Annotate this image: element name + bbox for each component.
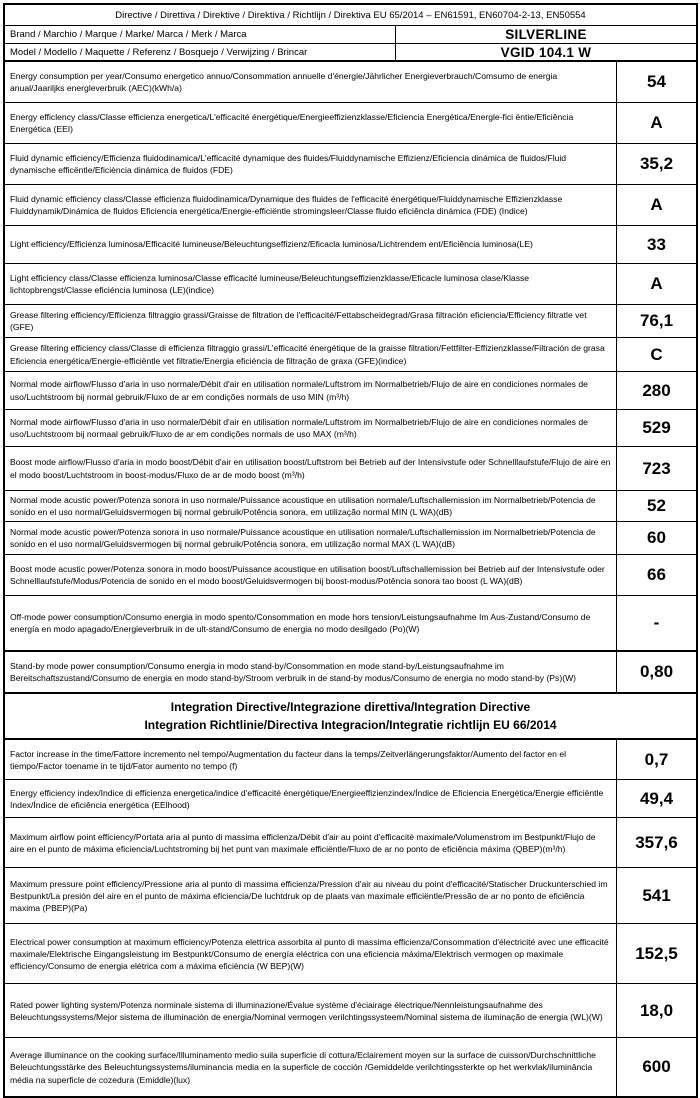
spec-value-text: 152,5 bbox=[635, 943, 678, 963]
spec-value bbox=[616, 447, 696, 490]
spec-value-text: 0,80 bbox=[639, 662, 674, 682]
table-row bbox=[5, 780, 696, 818]
table-row bbox=[5, 264, 696, 305]
spec-label bbox=[5, 62, 616, 102]
spec-value-text: 76,1 bbox=[639, 311, 674, 330]
table-row bbox=[5, 652, 696, 694]
spec-value bbox=[616, 144, 696, 184]
spec-value-text: 54 bbox=[647, 72, 666, 91]
spec-label bbox=[5, 1038, 616, 1096]
model-row bbox=[5, 44, 696, 62]
spec-value-text: 18,0 bbox=[639, 1000, 674, 1020]
spec-value bbox=[616, 596, 696, 650]
spec-value-text: 35,2 bbox=[639, 154, 674, 173]
integration-directive-line1: Integration Directive/Integrazione direttiva/Integration Directive bbox=[170, 700, 531, 715]
spec-value bbox=[616, 226, 696, 263]
table-row bbox=[5, 818, 696, 868]
spec-label-text: Light efficiency class/Classe efficienza luminosa/Classe efficacité lumineuse/Beleuchtungseffizienzklasse/Eficacle luminosa clase/Klasse lichtopbrengst/Classe eficiéncia luminosa (LE)(indice) bbox=[10, 272, 530, 295]
spec-value bbox=[616, 305, 696, 337]
table-row bbox=[5, 1038, 696, 1096]
spec-value-text: 357,6 bbox=[635, 832, 678, 852]
spec-value-text: 600 bbox=[642, 1057, 671, 1077]
spec-label-text: Grease filtering efficiency class/Classe di efficienza filtraggio grassi/L'efficacité énergétique de la graisse filtration/Fettfilter-Effizienzklasse/Filtración de grasa Eficiencia energética/Energie-efficiëntle vet filtratie/Energia eficiéncia de filtração de graxa (GFE)(indice) bbox=[10, 343, 605, 366]
spec-label bbox=[5, 740, 616, 779]
spec-value-text: A bbox=[650, 274, 663, 293]
spec-label-text: Normal mode acustic power/Potenza sonora in uso normale/Puissance acoustique en utilisation normale/Luftschallemission im Normalbetrieb/Potencia de sonido en el uso normal/Geluidsvermogen bij normal gebruik/Potência sonora, em utilização normal MIN (L WA)(dB) bbox=[10, 495, 596, 518]
spec-value-text: 529 bbox=[642, 418, 671, 437]
spec-value bbox=[616, 103, 696, 143]
spec-value bbox=[616, 264, 696, 304]
spec-label bbox=[5, 338, 616, 371]
spec-label bbox=[5, 555, 616, 595]
spec-value bbox=[616, 818, 696, 867]
spec-value bbox=[616, 372, 696, 409]
main-spec-rows bbox=[5, 62, 696, 694]
spec-label-text: Electrical power consumption at maximum efficiency/Potenza elettrica assorbita al punto di massima efficienza/Consommation d'électricité avec une efficacité maximale/Elektrische Eingangsleistung im Bestpunkt/Consumo de energía eléctrica con una eficiencia máxima/Elektrisch vermogen op maximale efficiency/Consumo de energia elétrica com a máxima eficiència (W BEP)(W) bbox=[10, 936, 609, 971]
spec-label-text: Maximum airflow point efficiency/Portata aria al punto di massima efficlenza/Débit d'air au point d'efficacité maximale/Volumenstrom im Bestpunkt/Flujo de aire en el punto de máxima eficiencia/Luchtstroming bij het punt van maximale efficiëntle/Fluxo de ar no ponto de eficiência máxima (QBEP)(m³/h) bbox=[10, 831, 596, 854]
model-label: Model / Modello / Maquette / Referenz / Bosquejo / Verwijzing / Brincar bbox=[10, 46, 308, 58]
spec-label-text: Normal mode airflow/Flusso d'aria in uso normale/Débit d'air en utilisation normale/Luftstrom im Normalbetrieb/Flujo de aire en condiciones normales de uso/Luchtstroom bij normal gebruik/Fluxo de ar em condições normals de uso MIN (m³/h) bbox=[10, 379, 588, 402]
spec-label-text: Energy efficiency index/Indice di efficienza energetica/indice d'efficacité énergétique/Energieeffizienzindex/Índice de Eficiencia Energética/Energie efficiëntle Index/Índice de eficiência energética (EElhood) bbox=[10, 787, 604, 810]
integration-directive-header bbox=[5, 694, 696, 740]
spec-value-text: 0,7 bbox=[644, 749, 669, 769]
spec-label bbox=[5, 868, 616, 923]
spec-value bbox=[616, 522, 696, 554]
table-row bbox=[5, 226, 696, 264]
table-row bbox=[5, 447, 696, 491]
spec-label bbox=[5, 924, 616, 983]
brand-row bbox=[5, 26, 696, 44]
spec-label bbox=[5, 410, 616, 446]
table-row bbox=[5, 62, 696, 103]
spec-value-text: A bbox=[650, 113, 663, 132]
spec-value-text: 280 bbox=[642, 380, 671, 400]
spec-label bbox=[5, 780, 616, 817]
spec-value bbox=[616, 652, 696, 692]
spec-label bbox=[5, 818, 616, 867]
table-row bbox=[5, 185, 696, 226]
spec-label-text: Fluid dynamic efficiency/Efficienza fluidodinamica/L'efficacité dynamique des fluides/Fluiddynamische Effizienz/Eficiencia dinámica de fluidos/Fluid dynamische efficëntle/Eficiència dinámica de fluidos (FDE) bbox=[10, 152, 567, 175]
spec-label bbox=[5, 596, 616, 650]
spec-label bbox=[5, 305, 616, 337]
spec-value-text: - bbox=[653, 613, 660, 633]
spec-value-text: 723 bbox=[642, 458, 671, 478]
spec-label bbox=[5, 522, 616, 554]
spec-value bbox=[616, 984, 696, 1037]
spec-label bbox=[5, 984, 616, 1037]
spec-label-text: Boost mode airflow/Flusso d'aria in modo boost/Débit d'air en utilisation boost/Luftstrom bei Betrieb auf der Intensivstufe oder Schnelllaufstufe/Flujo de aire en el modo boost/Luchtstroom in boost-modus/Fluxo de ar de modo boost (m³/h) bbox=[10, 457, 611, 480]
spec-label-text: Energy efficlency class/Classe efficienza energetica/L'efficacité énergétique/Energieeffizienzklasse/Eficiencia Energética/Energle-fici ëntie/Eficiência Energética (EEI) bbox=[10, 111, 574, 134]
spec-value bbox=[616, 491, 696, 521]
table-row bbox=[5, 868, 696, 924]
table-row bbox=[5, 338, 696, 372]
directive-header bbox=[5, 5, 696, 26]
spec-label-text: Normal mode acustic power/Potenza sonora in uso normale/Puissance acoustique en utilisation normale/Luftschallemission im Normalbetrieb/Potencia de sonido en el uso normal/Geluidsvermogen bij normal gebruik/Potência sonora, em utilização normal MAX (L WA)(dB) bbox=[10, 527, 596, 550]
spec-value-text: 60 bbox=[647, 528, 666, 548]
spec-label bbox=[5, 491, 616, 521]
spec-value-text: 66 bbox=[647, 565, 666, 585]
table-row bbox=[5, 410, 696, 447]
spec-label bbox=[5, 144, 616, 184]
spec-value bbox=[616, 868, 696, 923]
table-row bbox=[5, 924, 696, 984]
spec-label bbox=[5, 185, 616, 225]
table-row bbox=[5, 555, 696, 596]
spec-value-text: 33 bbox=[647, 234, 666, 254]
spec-label-text: Average illuminance on the cooking surface/Illuminamento medio suila superficie di cottura/Eclairement moyen sur la surface de cuisson/Durchschnittliche Beleuchtungsstärke des Beleuchtungssystems/iluminancia media en la superficle de cocción /Gemiddelde verilchtingssterkte op het werkvlak/iluminância média na superficle de cozedura (Emiddle)(lux) bbox=[10, 1050, 596, 1085]
model-value: VGID 104.1 W bbox=[395, 44, 696, 60]
spec-label-text: Light efficiency/Efficienza luminosa/Efficacité lumineuse/Beleuchtungseffizienz/Eficacla luminosa/Lichtrendem ent/Eficiência luminosa(LE) bbox=[10, 239, 533, 250]
spec-label-text: Factor increase in the time/Fattore incremento nel tempo/Augmentation du facteur dans la temps/Zeitverlängerungsfaktor/Aumento del factor en el tiempo/Factor toename in te tijd/Fator aumento no tempo (f) bbox=[10, 748, 567, 771]
spec-label-text: Grease filtering efficiency/Efficienza filtraggio grassi/Graisse de filtration de l'efficacité/Fettabscheidegrad/Grasa filtración eficiencia/Efficiency filtratle vet (GFE) bbox=[10, 309, 587, 332]
spec-label bbox=[5, 264, 616, 304]
table-row bbox=[5, 144, 696, 185]
spec-label bbox=[5, 103, 616, 143]
spec-value-text: C bbox=[650, 344, 663, 364]
spec-label-text: Fluid dynamic efficiency class/Classe efficienza fluidodinamica/Dynamique des fluides de l'efficacité énergétique/Fluiddynamische Effizienzklasse Fluiddynamik/Dinámica de fluidos Eficiencia energética/Energie-efficiëntle stromingsleer/Classe fluido eficiêncla dinámica (FDE) (Indice) bbox=[10, 193, 563, 216]
spec-value bbox=[616, 1038, 696, 1096]
spec-value bbox=[616, 410, 696, 446]
brand-value: SILVERLINE bbox=[395, 26, 696, 43]
spec-label-text: Stand-by mode power consumption/Consumo energia in modo stand-by/Consommation en mode stand-by/Leistungsaufnahme im Bereitschaftszustand/Consumo de energia en modo stand-by/Stroom verbruik in de stand-by modus/Consumo de energia no modo stand-by (Ps)(W) bbox=[10, 661, 577, 684]
spec-label bbox=[5, 226, 616, 263]
spec-value bbox=[616, 338, 696, 371]
spec-label-text: Boost mode acustic power/Potenza sonora in modo boost/Puissance acoustique en utilisation boost/Luftschallemission bei Betrieb auf der Intensivstufe oder Schnelllaufstufe/Modus/Potencia de sonido en el modo boost/Geluidsvermogen bij boost-modus/Potência sonora tao boost (L WA)(dB) bbox=[10, 564, 605, 587]
spec-label bbox=[5, 372, 616, 409]
spec-value bbox=[616, 62, 696, 102]
integration-spec-rows bbox=[5, 740, 696, 1096]
spec-value-text: 52 bbox=[647, 496, 666, 516]
spec-value bbox=[616, 740, 696, 779]
table-row bbox=[5, 491, 696, 522]
spec-label-text: Off-mode power consumption/Consumo energia in modo spento/Consommation en mode hors tension/Leistungsaufnahme Im Aus-Zustand/Consumo de energía en modo apagado/Energieverbruik in de ult-stand/Consumo de energia no modo desilgado (Po)(W) bbox=[10, 612, 591, 635]
integration-directive-line2: Integration Richtlinie/Directiva Integracion/Integratie richtlijn EU 66/2014 bbox=[144, 718, 557, 733]
table-row bbox=[5, 103, 696, 144]
brand-label: Brand / Marchio / Marque / Marke/ Marca / Merk / Marca bbox=[10, 29, 247, 40]
spec-label-text: Normal mode airflow/Flusso d'aria in uso normale/Débit d'air en utilisation normale/Luftstrom im Normalbetrieb/Flujo de aire en condiciones normales de uso/Luchtstroom bij normaal gebruik/Fluxo de ar em condições normals de uso MAX (m³/h) bbox=[10, 416, 588, 439]
directive-header-text: Directive / Direttiva / Direktive / Direktiva / Richtlijn / Direktiva EU 65/2014 – EN61591, EN60704-2-13, EN50554 bbox=[115, 9, 586, 21]
spec-label bbox=[5, 652, 616, 692]
spec-value bbox=[616, 185, 696, 225]
energy-label-table bbox=[3, 3, 698, 1098]
spec-label-text: Maximum pressure point efficiency/Pressione aria al punto di massima efficienza/Pression d'air au niveau du point d'efficacité/Statischer Druckunterschied im Bestpunkt/La presión del aire en el punto de máxima eficiencia/De luchtdruk op de plaats van maximale efficiëntle/Pressão de ar no ponto de eficiência maxima (PBEP)(Pa) bbox=[10, 878, 608, 913]
table-row bbox=[5, 305, 696, 338]
table-row bbox=[5, 522, 696, 555]
spec-value bbox=[616, 924, 696, 983]
spec-label bbox=[5, 447, 616, 490]
spec-value-text: 541 bbox=[642, 885, 671, 905]
spec-label-text: Rated power lighting system/Potenza norminale sistema di illuminazione/Évalue système d'éciairage électrique/Nennleistungsaufnahme des Beleuchtungssystems/Mejor sistema de illuminación de energia/Nominal vermogen verilchtingssysteem/Nominal sistema de iluminação de energia (WL)(W) bbox=[10, 999, 603, 1022]
table-row bbox=[5, 984, 696, 1038]
spec-value-text: A bbox=[650, 195, 663, 214]
table-row bbox=[5, 596, 696, 652]
spec-value bbox=[616, 555, 696, 595]
table-row bbox=[5, 372, 696, 410]
spec-value-text: 49,4 bbox=[639, 788, 674, 808]
spec-value bbox=[616, 780, 696, 817]
spec-label-text: Energy consumption per year/Consumo energetico annuo/Consommation annuelle d'énergie/Jährlicher Energieverbrauch/Comsumo de energia anual/Jaariljks energleverbruik (AEC)(kWh/a) bbox=[10, 70, 558, 93]
table-row bbox=[5, 740, 696, 780]
